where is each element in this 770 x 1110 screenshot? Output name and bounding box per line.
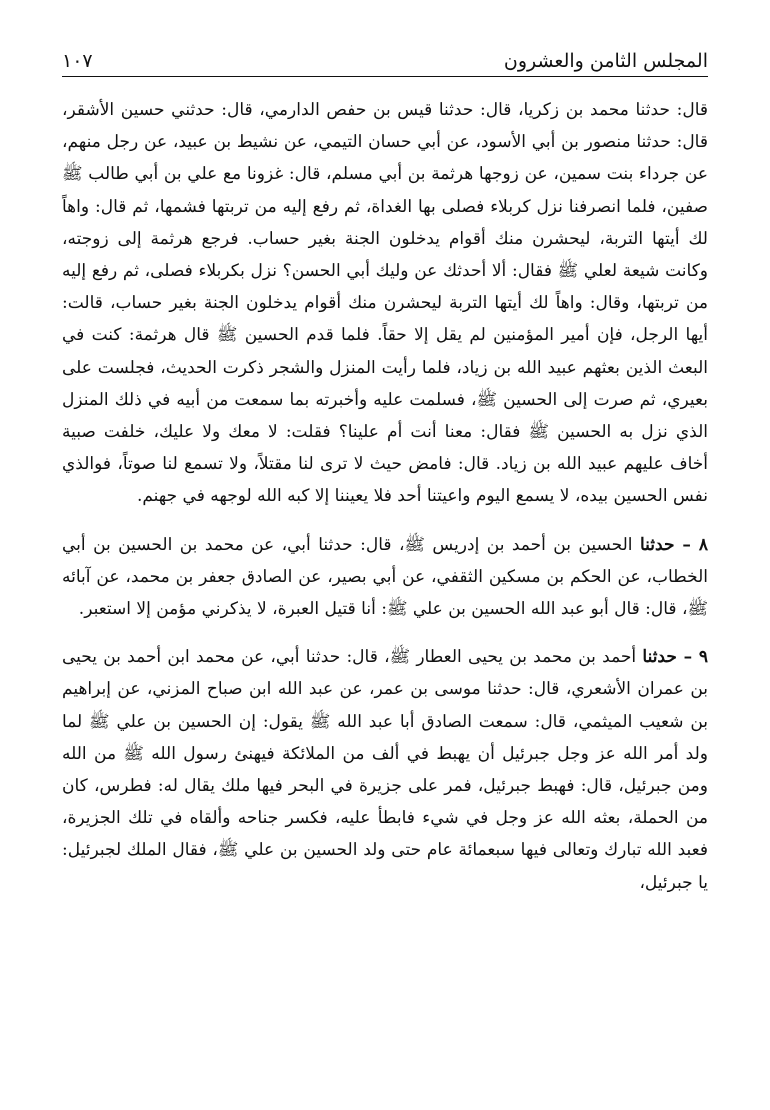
paragraph-text: الحسين بن أحمد بن إدريس ﷺ، قال: حدثنا أبي، عن محمد بن الحسين بن أبي الخطاب، عن الحكم بن مسكين الثقفي، عن أبي بصير، عن الصادق جعفر بن محمد، عن آبائه ﷺ، قال: قال أبو عبد الله الحسين بن علي ﷺ: أنا قتيل العبرة، لا يذكرني مؤمن إلا استعبر. — [62, 534, 708, 620]
running-header — [62, 38, 708, 72]
paragraph-hadith-9 — [62, 641, 708, 899]
page-number: ١٠٧ — [62, 50, 93, 72]
header-divider — [62, 76, 708, 77]
hadith-number-lead: ٩ – حدثنا — [642, 647, 709, 668]
body-text — [62, 94, 708, 899]
paragraph-text: أحمد بن محمد بن يحيى العطار ﷺ، قال: حدثنا أبي، عن محمد ابن أحمد بن يحيى بن عمران الأشعري، قال: حدثنا موسى بن عمر، عن عبد الله ابن صباح المزني، عن إبراهيم بن شعيب الميثمي، قال: سمعت الصادق أبا عبد الله ﷺ يقول: إن الحسين بن علي ﷺ لما ولد أمر الله عز وجل جبرئيل أن يهبط في ألف من الملائكة فيهنئ رسول الله ﷺ من الله ومن جبرئيل، قال: فهبط جبرئيل، فمر على جزيرة في البحر فيها ملك يقال له: فطرس، كان من الحملة، بعثه الله عز وجل في شيء فابطأ عليه، فكسر جناحه وألقاه في تلك الجزيرة، فعبد الله تبارك وتعالى فيها سبعمائة عام حتى ولد الحسين بن علي ﷺ، فقال الملك لجبرئيل: يا جبرئيل، — [62, 647, 708, 893]
hadith-number-lead: ٨ – حدثنا — [639, 534, 709, 555]
paragraph-hadith-8 — [62, 529, 708, 626]
paragraph-hadith-7 — [62, 94, 708, 513]
paragraph-text: قال: حدثنا محمد بن زكريا، قال: حدثنا قيس بن حفص الدارمي، قال: حدثني حسين الأشقر، قال: حدثنا منصور بن أبي الأسود، عن أبي حسان التيمي، عن نشيط بن عبيد، عن رجل منهم، عن جرداء بنت سمين، عن زوجها هرثمة بن أبي مسلم، قال: غزونا مع علي بن أبي طالب ﷺ صفين، فلما انصرفنا نزل كربلاء فصلى بها الغداة، ثم رفع إليه من تربتها فشمها، ثم قال: واهاً لك أيتها التربة، ليحشرن منك أقوام يدخلون الجنة بغير حساب. فرجع هرثمة إلى زوجته، وكانت شيعة لعلي ﷺ فقال: ألا أحدثك عن وليك أبي الحسن؟ نزل بكربلاء فصلى، ثم رفع إليه من تربتها، وقال: واهاً لك أيتها التربة ليحشرن منك أقوام يدخلون الجنة بغير حساب، قالت: أيها الرجل، فإن أمير المؤمنين لم يقل إلا حقاً. فلما قدم الحسين ﷺ قال هرثمة: كنت في البعث الذين بعثهم عبيد الله بن زياد، فلما رأيت المنزل والشجر ذكرت الحديث، فجلست على بعيري، ثم صرت إلى الحسين ﷺ، فسلمت عليه وأخبرته بما سمعت من أبيه في ذلك المنزل الذي نزل به الحسين ﷺ فقال: معنا أنت أم علينا؟ فقلت: لا معك ولا عليك، خلفت صبية أخاف عليهم عبيد الله بن زياد. قال: فامض حيث لا ترى لنا مقتلاً، ولا تسمع لنا صوتاً، فوالذي نفس الحسين بيده، لا يسمع اليوم واعيتنا أحد فلا يعيننا إلا كبه الله لوجهه في جهنم. — [62, 100, 708, 507]
chapter-title: المجلس الثامن والعشرون — [503, 50, 708, 72]
